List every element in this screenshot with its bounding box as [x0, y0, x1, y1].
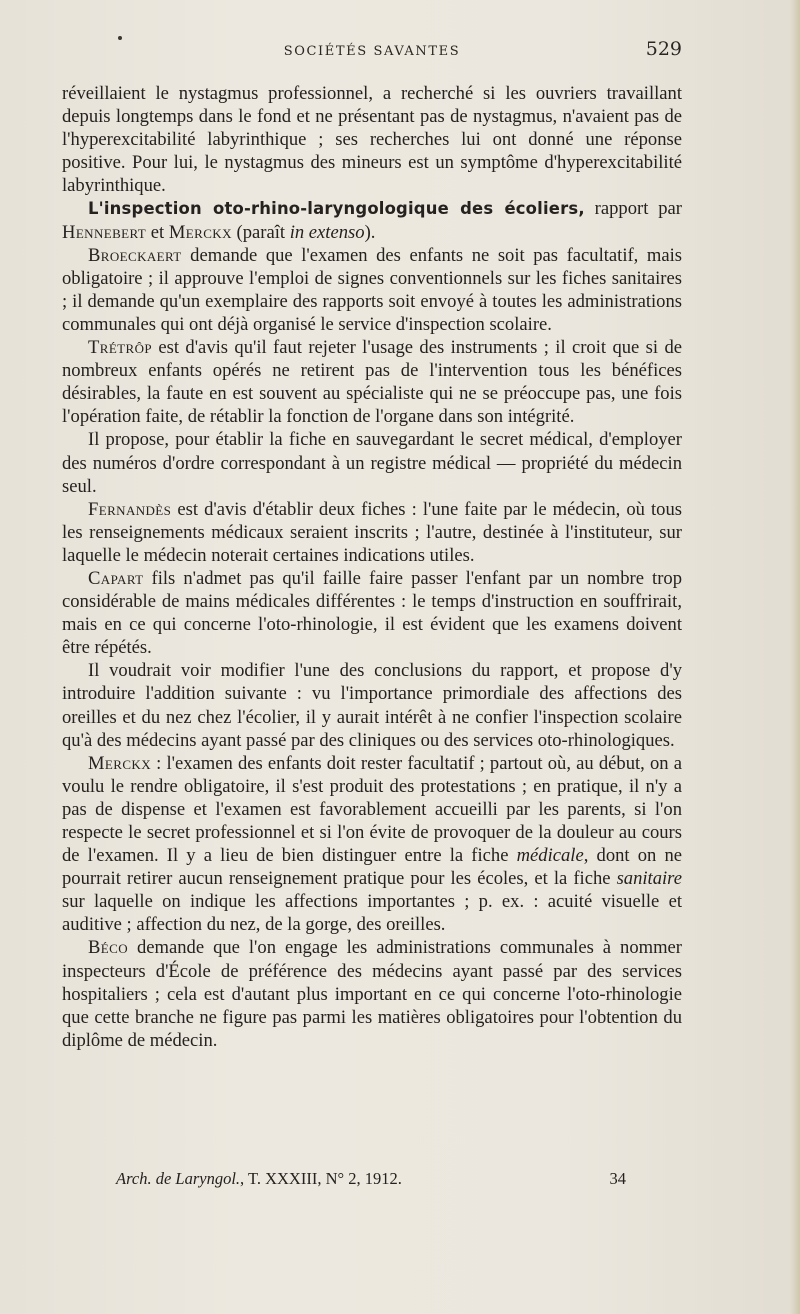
paragraph-3-text: demande que l'examen des enfants ne soit pas facultatif, mais obligatoire ; il approuve l'emploi de signes conventionnels sur les fiches sanitaires ; il demande qu'un exemplaire des rapports soit envoyé à toutes les administrations communales qui ont déjà organisé le service d'inspection scolaire.	[62, 244, 682, 335]
paragraph-4	[62, 336, 682, 428]
author-name: Merckx	[168, 221, 232, 243]
speaker-name: Merckx	[88, 752, 151, 774]
paragraph-2	[62, 197, 682, 243]
running-title: SOCIÉTÉS SAVANTES	[283, 44, 461, 59]
body-text	[62, 82, 682, 1052]
paragraph-9-text-a: : l'examen des enfants doit rester facultatif ; partout où, au début, on a voulu le rendre obligatoire, il s'est produit des protestations ; en pratique, il n'y a pas de dispense et l'examen est favorablement accueilli par les parents, si l'on respecte le secret professionnel et si l'on évite de provoquer de la douleur au cours de l'examen. Il y a lieu de bien distinguer entre la fiche	[62, 752, 682, 867]
paragraph-2-text-d: ).	[364, 221, 376, 243]
paragraph-6	[62, 498, 682, 567]
journal-volume: , T. XXXIII, N° 2, 1912.	[240, 1169, 402, 1188]
page-header	[62, 36, 682, 66]
paragraph-5-text: Il propose, pour établir la fiche en sauvegardant le secret médical, d'employer des numéros d'ordre correspondant à un registre médical — propriété du médecin seul.	[62, 429, 682, 497]
speaker-name: Béco	[88, 937, 129, 959]
page-number: 529	[645, 38, 682, 60]
paragraph-9	[62, 752, 682, 937]
journal-name: Arch. de Laryngol.	[116, 1169, 241, 1188]
page-edge-shadow	[790, 0, 800, 1314]
page-footer	[116, 1169, 626, 1193]
paragraph-1	[62, 82, 682, 197]
speaker-name: Broeckaert	[88, 244, 182, 266]
paragraph-3	[62, 244, 682, 336]
paragraph-1-text: réveillaient le nystagmus professionnel, a recherché si les ouvriers travaillant depuis longtemps dans le fond et ne présentant pas de nystagmus, n'avaient pas de l'hyperexcitabilité labyrinthique ; ses recherches lui ont donné une réponse positive. Pour lui, le nystagmus des mineurs est un symptôme d'hyperexcitabilité labyrinthique.	[62, 83, 682, 197]
paragraph-7	[62, 567, 682, 659]
signature-mark: 34	[609, 1169, 626, 1188]
paragraph-10	[62, 936, 682, 1051]
paragraph-6-text: est d'avis d'établir deux fiches : l'une faite par le médecin, où tous les renseignements médicaux seraient inscrits ; l'autre, destinée à l'instituteur, sur laquelle le médecin noterait certaines indications utiles.	[62, 498, 682, 566]
speaker-name: Fernandès	[88, 498, 172, 520]
paragraph-2-text-c: (paraît	[231, 221, 290, 243]
italic-text: in extenso	[289, 221, 365, 243]
italic-text: médicale	[516, 845, 584, 867]
paragraph-2-text-a: rapport par	[584, 198, 682, 220]
paragraph-10-text: demande que l'on engage les administrations communales à nommer inspecteurs d'École de préférence des médecins ayant passé par des services hospitaliers ; cela est d'autant plus important en ce qui concerne l'oto-rhinologie que cette branche ne figure pas parmi les matières obligatoires pour l'obtention du diplôme de médecin.	[62, 937, 682, 1051]
section-title: L'inspection oto-rhino-laryngologique des écoliers,	[88, 199, 585, 219]
speaker-name: Capart	[88, 567, 144, 589]
paragraph-5	[62, 428, 682, 497]
paragraph-9-text-b: , dont on ne pourrait retirer aucun renseignement pratique pour les écoles, et la fiche	[62, 845, 682, 890]
paragraph-9-text-c: sur laquelle on indique les affections importantes ; p. ex. : acuité visuelle et auditive ; affection du nez, de la gorge, des oreilles.	[62, 891, 682, 936]
paragraph-8-text: Il voudrait voir modifier l'une des conclusions du rapport, et propose d'y introduire l'addition suivante : vu l'importance primordiale des affections des oreilles et du nez chez l'écolier, il y aurait intérêt à ne confier l'inspection scolaire qu'à des médecins ayant passé par des cliniques ou des services oto-rhinologiques.	[62, 660, 682, 751]
paragraph-8	[62, 659, 682, 751]
paragraph-4-text: est d'avis qu'il faut rejeter l'usage des instruments ; il croit que si de nombreux enfants opérés ne retirent pas de l'intervention tous les bénéfices désirables, la faute en est souvent au spécialiste qui ne se préoccupe pas, une fois l'opération faite, de rétablir la fonction de l'organe dans son intégrité.	[62, 337, 682, 428]
author-name: Hennebert	[62, 221, 147, 243]
paragraph-7-text: fils n'admet pas qu'il faille faire passer l'enfant par un nombre trop considérable de mains médicales différentes : le temps d'instruction en souffrirait, mais en ce qui concerne l'oto-rhinologie, il est évident que les examens doivent être répétés.	[62, 567, 682, 659]
paragraph-2-text-b: et	[146, 221, 169, 243]
italic-text: sanitaire	[616, 868, 682, 890]
speaker-name: Trétrôp	[88, 337, 152, 359]
